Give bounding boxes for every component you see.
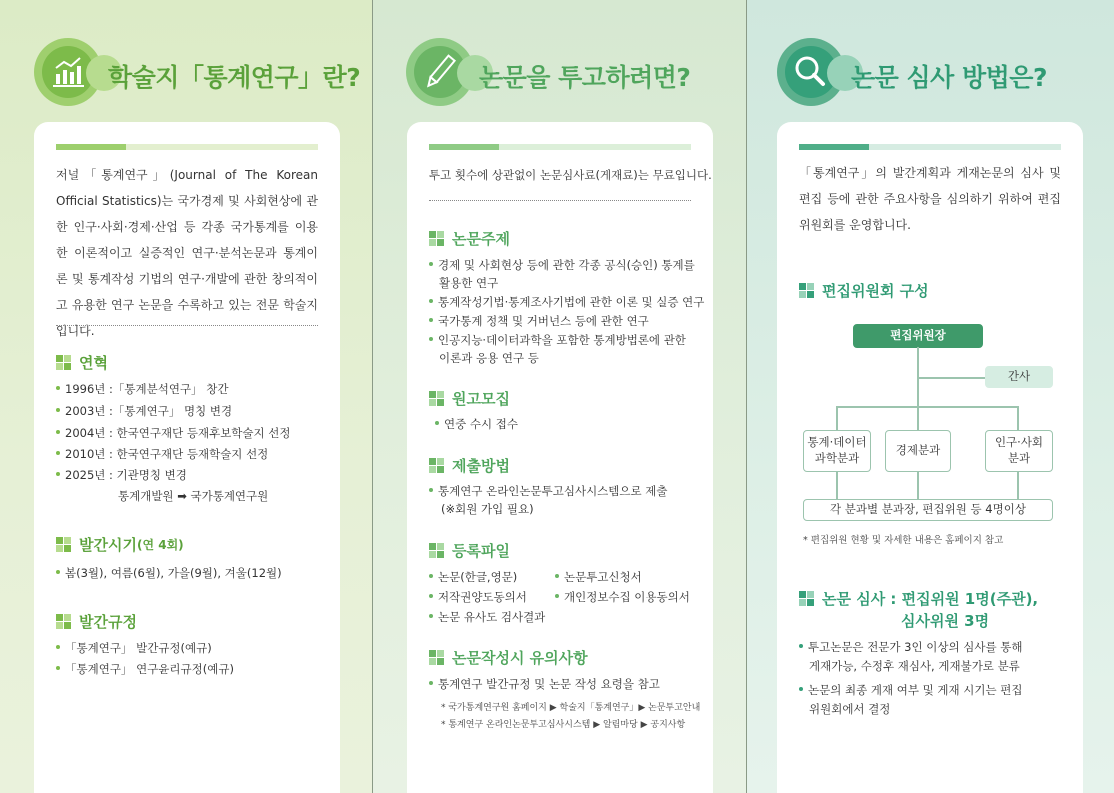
org-sub-economy: 경제분과 <box>885 430 951 472</box>
file-item: 개인정보수집 이용동의서 <box>555 587 690 608</box>
topic-item: 국가통계 정책 및 거버넌스 등에 관한 연구 <box>429 312 649 330</box>
topic-item: 경제 및 사회현상 등에 관한 각종 공식(승인) 통계를 <box>429 256 695 274</box>
committee-heading: 편집위원회 구성 <box>799 280 929 301</box>
publication-item: 봄(3월), 여름(6월), 가을(9월), 겨울(12월) <box>56 563 282 584</box>
column3-card <box>777 122 1083 793</box>
submission-intro: 투고 횟수에 상관없이 논문심사료(게재료)는 무료입니다. <box>429 168 712 182</box>
topics-heading: 논문주제 <box>429 228 510 249</box>
rules-item: 「통계연구」 연구윤리규정(예규) <box>56 659 234 680</box>
grid-icon <box>56 537 71 552</box>
grid-icon <box>56 614 71 629</box>
grid-icon <box>429 458 444 473</box>
rules-item: 「통계연구」 발간규정(예규) <box>56 638 212 659</box>
topic-item-cont: 이론과 응용 연구 등 <box>439 351 539 365</box>
caution-note: * 통계연구 온라인논문투고심사시스템 ▶ 알림마당 ▶ 공지사항 <box>441 720 686 730</box>
files-heading: 등록파일 <box>429 540 510 561</box>
org-note: * 편집위원 현황 및 자세한 내용은 홈페이지 참고 <box>803 535 1004 546</box>
recruit-item: 연중 수시 접수 <box>435 414 518 435</box>
grid-icon <box>799 591 814 606</box>
grid-icon <box>799 283 814 298</box>
column2-title: 논문을 투고하려면? <box>479 63 691 92</box>
file-item: 논문(한글,영문) <box>429 567 517 588</box>
topic-item: 인공지능·데이터과학을 포함한 통계방법론에 관한 <box>429 331 686 349</box>
column1-card <box>34 122 340 793</box>
history-sub: 통계개발원 ➡ 국가통계연구원 <box>118 489 269 503</box>
history-item: 1996년 :「통계분석연구」 창간 <box>56 379 228 400</box>
grid-icon <box>429 543 444 558</box>
topic-item: 통계작성기법·통계조사기법에 관한 이론 및 실증 연구 <box>429 293 704 311</box>
column-submission <box>373 0 747 793</box>
org-secretary: 간사 <box>985 366 1053 388</box>
publication-heading: 발간시기 (연 4회) <box>56 534 184 555</box>
history-heading: 연혁 <box>56 352 108 373</box>
recruit-heading: 원고모집 <box>429 388 510 409</box>
grid-icon <box>429 231 444 246</box>
grid-icon <box>56 355 71 370</box>
rules-heading: 발간규정 <box>56 611 137 632</box>
file-item: 논문 유사도 검사결과 <box>429 607 545 628</box>
column2-header <box>373 38 746 108</box>
review-heading: 논문 심사 : 편집위원 1명(주관), <box>799 588 1038 609</box>
org-sub-population: 인구·사회 분과 <box>985 430 1053 472</box>
org-sub-statistics: 통계·데이터 과학분과 <box>803 430 871 472</box>
review-item-cont: 위원회에서 결정 <box>809 702 891 716</box>
caution-note: * 국가통계연구원 홈페이지 ▶ 학술지「통계연구」▶ 논문투고안내 <box>441 703 701 713</box>
caution-heading: 논문작성시 유의사항 <box>429 647 588 668</box>
column3-header <box>747 38 1114 108</box>
journal-intro-text: 저널「통계연구」(Journal of The Korean Official Statistics)는 국가경제 및 사회현상에 관한 인구·사회·경제·산업 등 각종 국가통계를 이용한 이론적이고 실증적인 연구·분석논문과 통계이론 및 통계작성 기법의 연구·개발에 관한 창의적이고 유용한 연구 논문을 수록하고 있는 전문 학술지입니다. <box>56 168 318 338</box>
file-item: 저작권양도동의서 <box>429 587 527 608</box>
history-item: 2004년 : 한국연구재단 등재후보학술지 선정 <box>56 423 291 444</box>
caution-item: 통계연구 발간규정 및 논문 작성 요령을 참고 <box>429 674 660 695</box>
review-intro-text: 「통계연구」의 발간계획과 게재논문의 심사 및 편집 등에 관한 주요사항을 심의하기 위하여 편집위원회를 운영합니다. <box>799 166 1061 232</box>
review-item: 논문의 최종 게재 여부 및 게재 시기는 편집 <box>799 681 1022 700</box>
org-chair: 편집위원장 <box>853 324 983 348</box>
review-heading-line2: 심사위원 3명 <box>901 612 990 630</box>
column1-title: 학술지「통계연구」란? <box>108 63 361 92</box>
column3-title: 논문 심사 방법은? <box>851 63 1047 92</box>
column-journal-intro <box>0 0 373 793</box>
column2-card <box>407 122 713 793</box>
org-members: 각 분과별 분과장, 편집위원 등 4명이상 <box>803 499 1053 521</box>
history-item: 2025년 : 기관명칭 변경 <box>56 465 187 486</box>
submit-item-cont: (※회원 가입 필요) <box>441 502 534 516</box>
history-item: 2003년 :「통계연구」 명칭 변경 <box>56 401 232 422</box>
review-item: 투고논문은 전문가 3인 이상의 심사를 통해 <box>799 638 1022 657</box>
grid-icon <box>429 650 444 665</box>
grid-icon <box>429 391 444 406</box>
history-item: 2010년 : 한국연구재단 등재학술지 선정 <box>56 444 268 465</box>
submit-heading: 제출방법 <box>429 455 510 476</box>
topic-item-cont: 활용한 연구 <box>439 276 499 290</box>
column-review <box>747 0 1114 793</box>
submit-item: 통계연구 온라인논문투고심사시스템으로 제출 <box>429 482 668 500</box>
file-item: 논문투고신청서 <box>555 567 642 588</box>
review-item-cont: 게재가능, 수정후 재심사, 게재불가로 분류 <box>809 659 1020 673</box>
column1-header <box>0 38 372 108</box>
